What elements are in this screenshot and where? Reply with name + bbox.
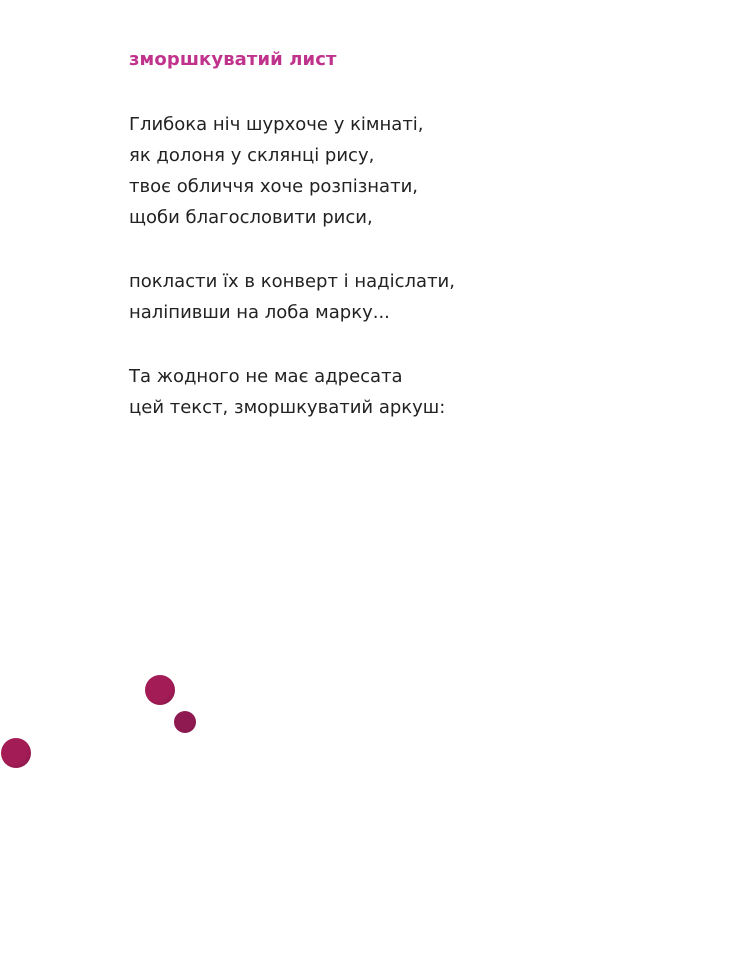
poem-body <box>129 109 455 456</box>
stanza-1 <box>129 109 455 233</box>
poem-line: наліпивши на лоба марку... <box>129 302 390 323</box>
stanza-3 <box>129 361 455 423</box>
poem-line: як долоня у склянці рису, <box>129 145 375 166</box>
ink-dot-left <box>1 738 31 768</box>
stanza-2 <box>129 266 455 328</box>
ink-dot-small <box>174 711 196 733</box>
poem-line: щоби благословити риси, <box>129 207 373 228</box>
poem-line: Глибока ніч шурхоче у кімнаті, <box>129 114 424 135</box>
poem-line: цей текст, зморшкуватий аркуш: <box>129 397 446 418</box>
poem-line: твоє обличчя хоче розпізнати, <box>129 176 418 197</box>
poem-line: Та жодного не має адресата <box>129 366 403 387</box>
ink-dot-large <box>145 675 175 705</box>
poem-line: покласти їх в конверт і надіслати, <box>129 271 455 292</box>
poem-title: зморшкуватий лист <box>129 49 337 70</box>
